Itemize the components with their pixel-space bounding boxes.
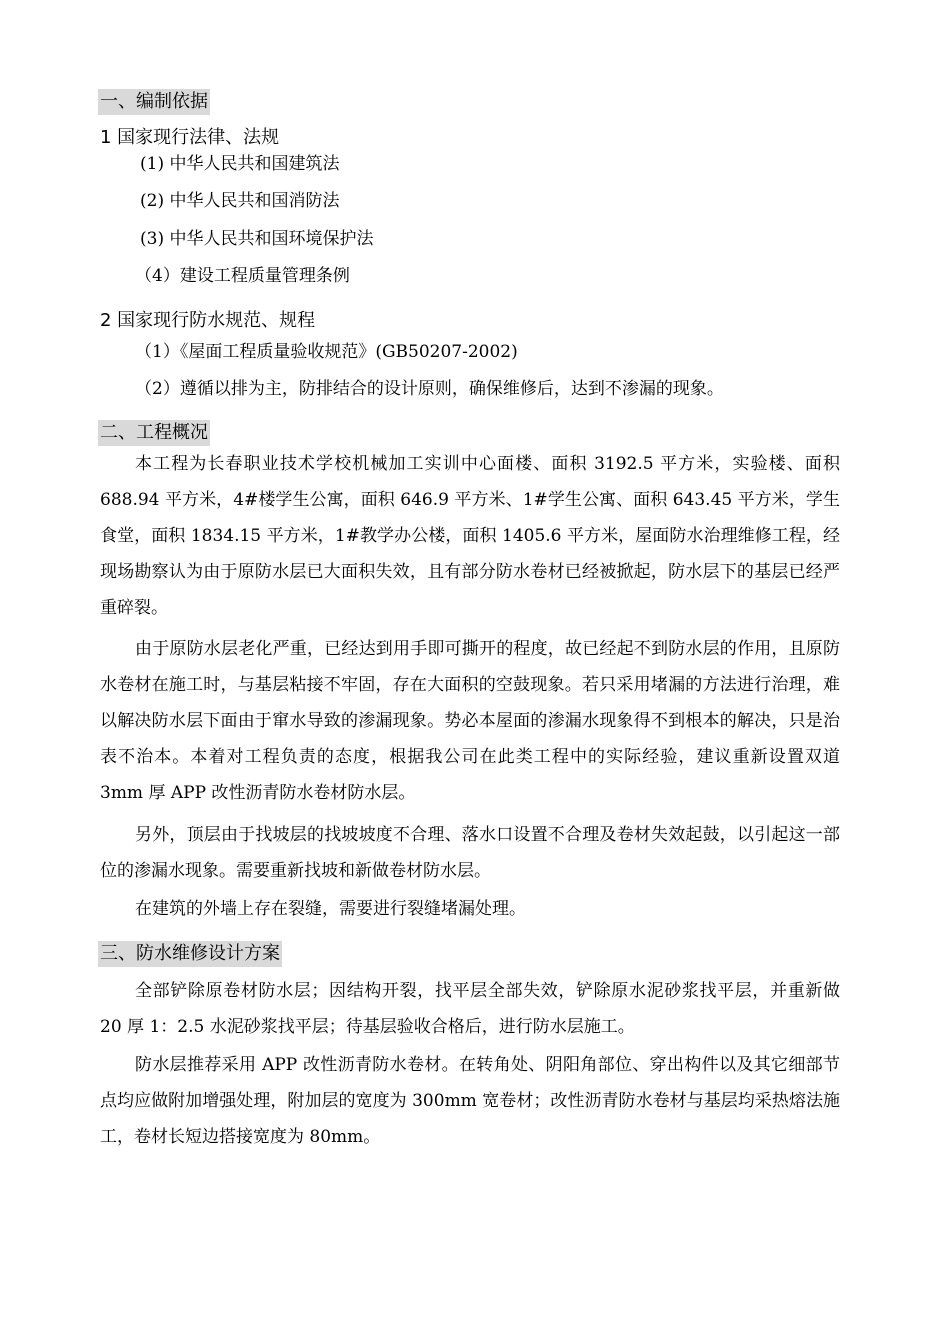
overview-paragraph-2: 由于原防水层老化严重，已经达到用手即可撕开的程度，故已经起不到防水层的作用，且原防水卷材在施工时，与基层粘接不牢固，存在大面积的空鼓现象。若只采用堵漏的方法进行治理，难以解决防水层下面由于窜水导致的渗漏现象。势必本屋面的渗漏水现象得不到根本的解决，只是治表不治本。本着对工程负责的态度，根据我公司在此类工程中的实际经验，建议重新设置双道 3mm 厚 APP 改性沥青防水卷材防水层。	[100, 639, 840, 803]
subheading-specs: 2 国家现行防水规范、规程	[100, 310, 316, 331]
design-paragraph-2: 防水层推荐采用 APP 改性沥青防水卷材。在转角处、阴阳角部位、穿出构件以及其它细部节点均应做附加增强处理，附加层的宽度为 300mm 宽卷材；改性沥青防水卷材与基层均采热熔法施工，卷材长短边搭接宽度为 80mm。	[100, 1055, 840, 1147]
overview-paragraph-3: 另外，顶层由于找坡层的找坡坡度不合理、落水口设置不合理及卷材失效起鼓，以引起这一部位的渗漏水现象。需要重新找坡和新做卷材防水层。	[100, 825, 840, 881]
subheading-laws: 1 国家现行法律、法规	[100, 127, 280, 148]
spec-item-2: （2）遵循以排为主，防排结合的设计原则，确保维修后，达到不渗漏的现象。	[135, 379, 724, 399]
design-paragraph-1: 全部铲除原卷材防水层；因结构开裂，找平层全部失效，铲除原水泥砂浆找平层，并重新做 20 厚 1：2.5 水泥砂浆找平层；待基层验收合格后，进行防水层施工。	[100, 981, 840, 1037]
law-item-4: （4）建设工程质量管理条例	[135, 266, 350, 286]
law-item-1: (1) 中华人民共和国建筑法	[140, 154, 340, 174]
overview-paragraph-1: 本工程为长春职业技术学校机械加工实训中心面楼、面积 3192.5 平方米，实验楼、面积 688.94 平方米，4#楼学生公寓，面积 646.9 平方米、1#学生公寓、面积 643.45 平方米，学生食堂，面积 1834.15 平方米，1#教学办公楼，面积 1405.6 平方米，屋面防水治理维修工程，经现场勘察认为由于原防水层已大面积失效，且有部分防水卷材已经被掀起，防水层下的基层已经严重碎裂。	[100, 454, 840, 618]
spec-item-1: （1）《屋面工程质量验收规范》(GB50207-2002)	[135, 342, 518, 362]
overview-paragraph-4: 在建筑的外墙上存在裂缝，需要进行裂缝堵漏处理。	[135, 899, 526, 919]
section-heading-overview: 二、工程概况	[98, 420, 210, 446]
law-item-2: (2) 中华人民共和国消防法	[140, 191, 340, 211]
law-item-3: (3) 中华人民共和国环境保护法	[140, 229, 374, 249]
section-heading-basis: 一、编制依据	[98, 89, 210, 115]
section-heading-design: 三、防水维修设计方案	[98, 941, 282, 967]
